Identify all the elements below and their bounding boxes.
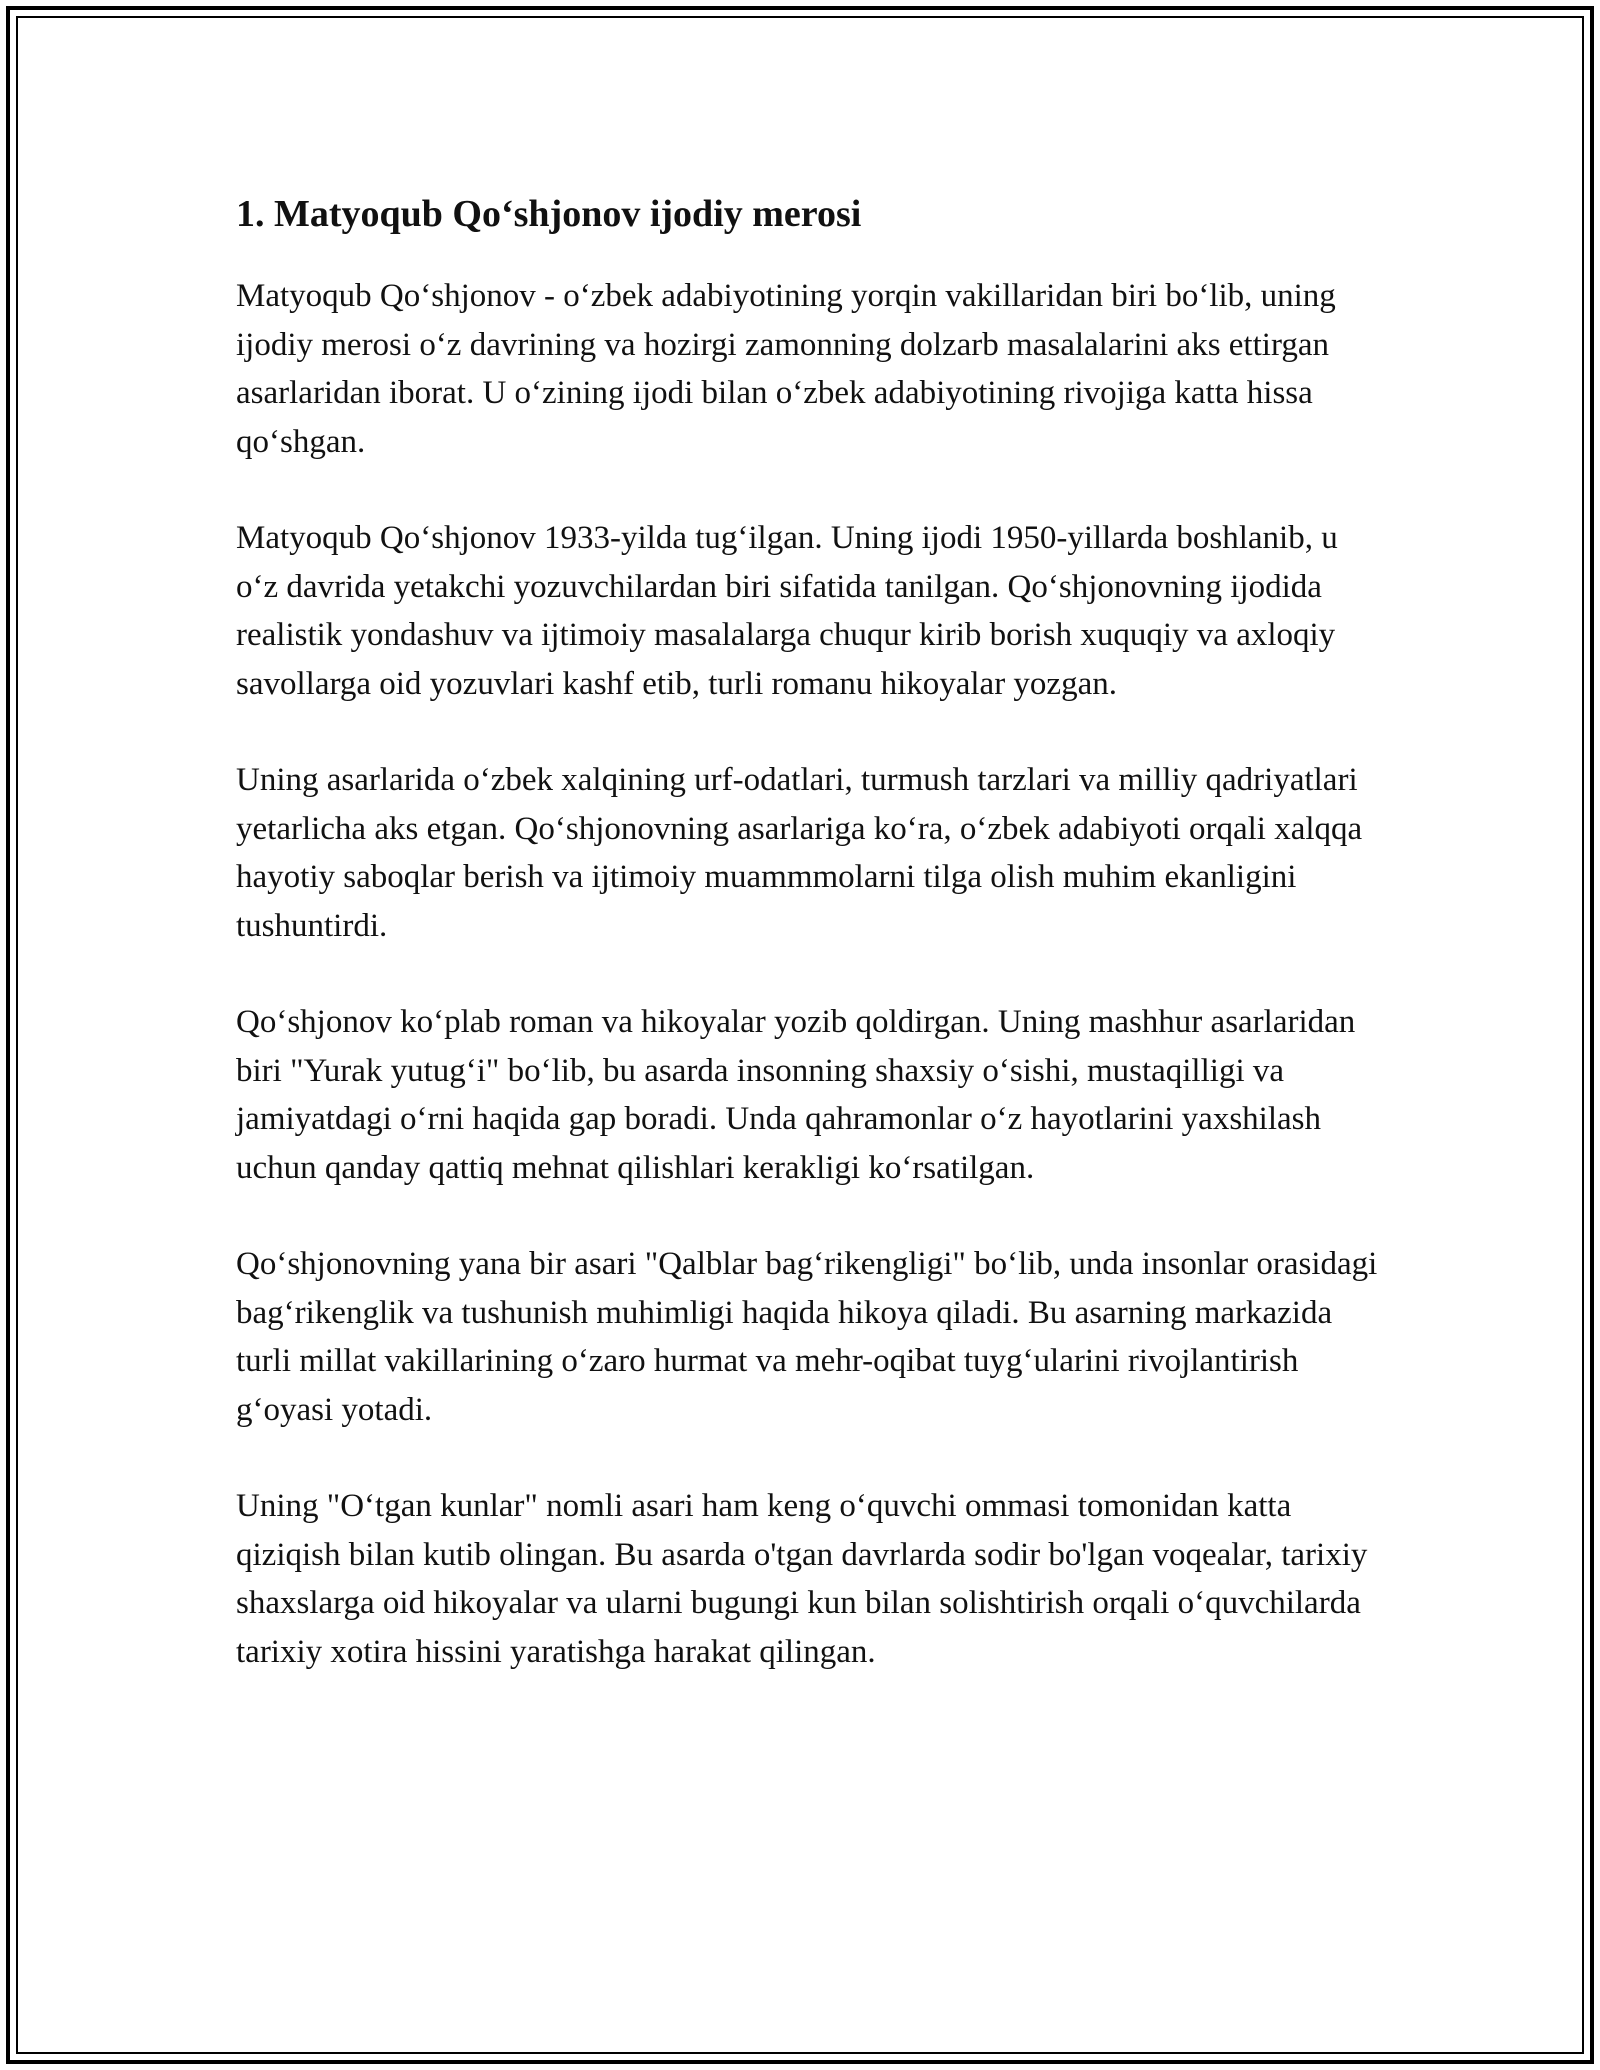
paragraph-2: Matyoqub Qo‘shjonov 1933-yilda tug‘ilgan. Uning ijodi 1950-yillarda boshlanib, u o‘z davrida yetakchi yozuvchilardan biri sifatida tanilgan. Qo‘shjonovning ijodida realistik yondashuv va ijtimoiy masalalarga chuqur kirib borish xuquqiy va axloqiy savollarga oid yozuvlari kashf etib, turli romanu hikoyalar yozgan.	[236, 520, 1338, 702]
paragraph-4: Qo‘shjonov ko‘plab roman va hikoyalar yozib qoldirgan. Uning mashhur asarlaridan biri "Yurak yutug‘i" bo‘lib, bu asarda insonning shaxsiy o‘sishi, mustaqilligi va jamiyatdagi o‘rni haqida gap boradi. Unda qahramonlar o‘z hayotlarini yaxshilash uchun qanday qattiq mehnat qilishlari kerakligi ko‘rsatilgan.	[236, 1004, 1356, 1186]
document-body	[236, 186, 1386, 1724]
section-heading: 1. Matyoqub Qo‘shjonov ijodiy merosi	[236, 193, 862, 235]
paragraph-3: Uning asarlarida o‘zbek xalqining urf-odatlari, turmush tarzlari va milliy qadriyatlari yetarlicha aks etgan. Qo‘shjonovning asarlariga ko‘ra, o‘zbek adabiyoti orqali xalqqa hayotiy saboqlar berish va ijtimoiy muammmolarni tilga olish muhim ekanligini tushuntirdi.	[236, 762, 1363, 944]
paragraph-5: Qo‘shjonovning yana bir asari "Qalblar bag‘rikengligi" bo‘lib, unda insonlar orasidagi bag‘rikenglik va tushunish muhimligi haqida hikoya qiladi. Bu asarning markazida turli millat vakillarining o‘zaro hurmat va mehr-oqibat tuyg‘ularini rivojlantirish g‘oyasi yotadi.	[236, 1246, 1378, 1428]
paragraph-6: Uning "O‘tgan kunlar" nomli asari ham keng o‘quvchi ommasi tomonidan katta qiziqish bilan kutib olingan. Bu asarda o'tgan davrlarda sodir bo'lgan voqealar, tarixiy shaxslarga oid hikoyalar va ularni bugungi kun bilan solishtirish orqali o‘quvchilarda tarixiy xotira hissini yaratishga harakat qilingan.	[236, 1488, 1368, 1670]
paragraph-1: Matyoqub Qo‘shjonov - o‘zbek adabiyotining yorqin vakillaridan biri bo‘lib, uning ijodiy merosi o‘z davrining va hozirgi zamonning dolzarb masalalarini aks ettirgan asarlaridan iborat. U o‘zining ijodi bilan o‘zbek adabiyotining rivojiga katta hissa qo‘shgan.	[236, 278, 1336, 460]
